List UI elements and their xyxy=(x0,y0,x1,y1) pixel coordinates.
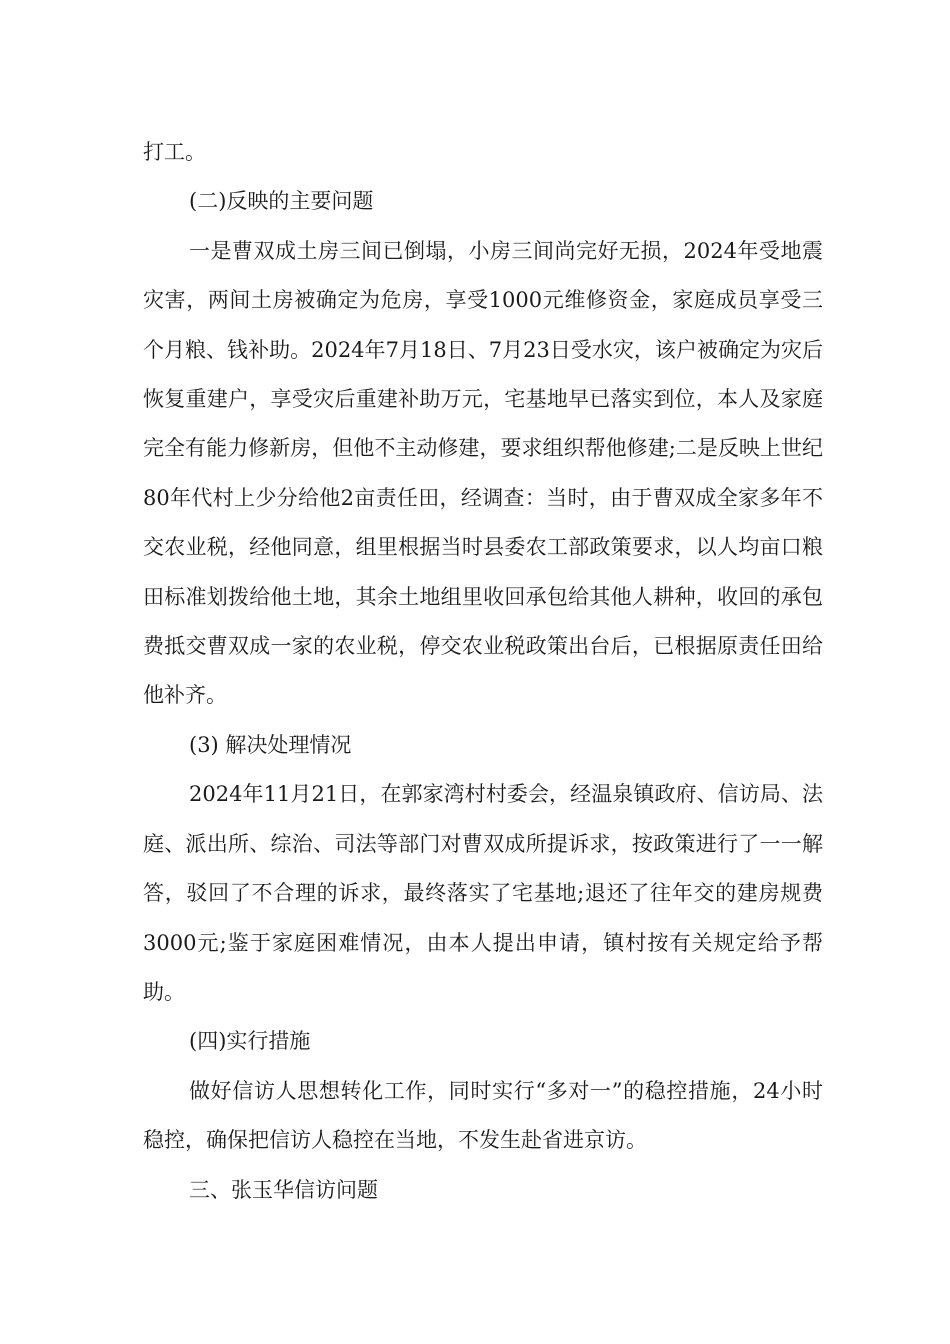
document-body xyxy=(143,128,823,1215)
paragraph-resolution-detail: 2024年11月21日，在郭家湾村村委会，经温泉镇政府、信访局、法庭、派出所、综治、司法等部门对曹双成所提诉求，按政策进行了一一解答，驳回了不合理的诉求，最终落实了宅基地;退还了往年交的建房规费3000元;鉴于家庭困难情况，由本人提出申请，镇村按有关规定给予帮助。 xyxy=(143,782,823,1004)
section-heading-resolution: (3) 解决处理情况 xyxy=(189,732,352,757)
paragraph-continuation: 打工。 xyxy=(143,140,206,164)
section-heading-measures: (四)实行措施 xyxy=(189,1029,311,1054)
section-heading-case-three: 三、张玉华信访问题 xyxy=(189,1177,378,1202)
paragraph-measures-detail: 做好信访人思想转化工作，同时实行“多对一”的稳控措施，24小时稳控，确保把信访人稳控在当地，不发生赴省进京访。 xyxy=(143,1078,823,1153)
section-heading-main-issues: (二)反映的主要问题 xyxy=(189,189,374,214)
paragraph-issues-detail: 一是曹双成土房三间已倒塌，小房三间尚完好无损，2024年受地震灾害，两间土房被确定为危房，享受1000元维修资金，家庭成员享受三个月粮、钱补助。2024年7月18日、7月23日受水灾，该户被确定为灾后恢复重建户，享受灾后重建补助万元，宅基地早已落实到位，本人及家庭完全有能力修新房，但他不主动修建，要求组织帮他修建;二是反映上世纪80年代村上少分给他2亩责任田，经调查：当时，由于曹双成全家多年不交农业税，经他同意，组里根据当时县委农工部政策要求，以人均亩口粮田标准划拨给他土地，其余土地组里收回承包给其他人耕种，收回的承包费抵交曹双成一家的农业税，停交农业税政策出台后，已根据原责任田给他补齐。 xyxy=(143,238,823,708)
